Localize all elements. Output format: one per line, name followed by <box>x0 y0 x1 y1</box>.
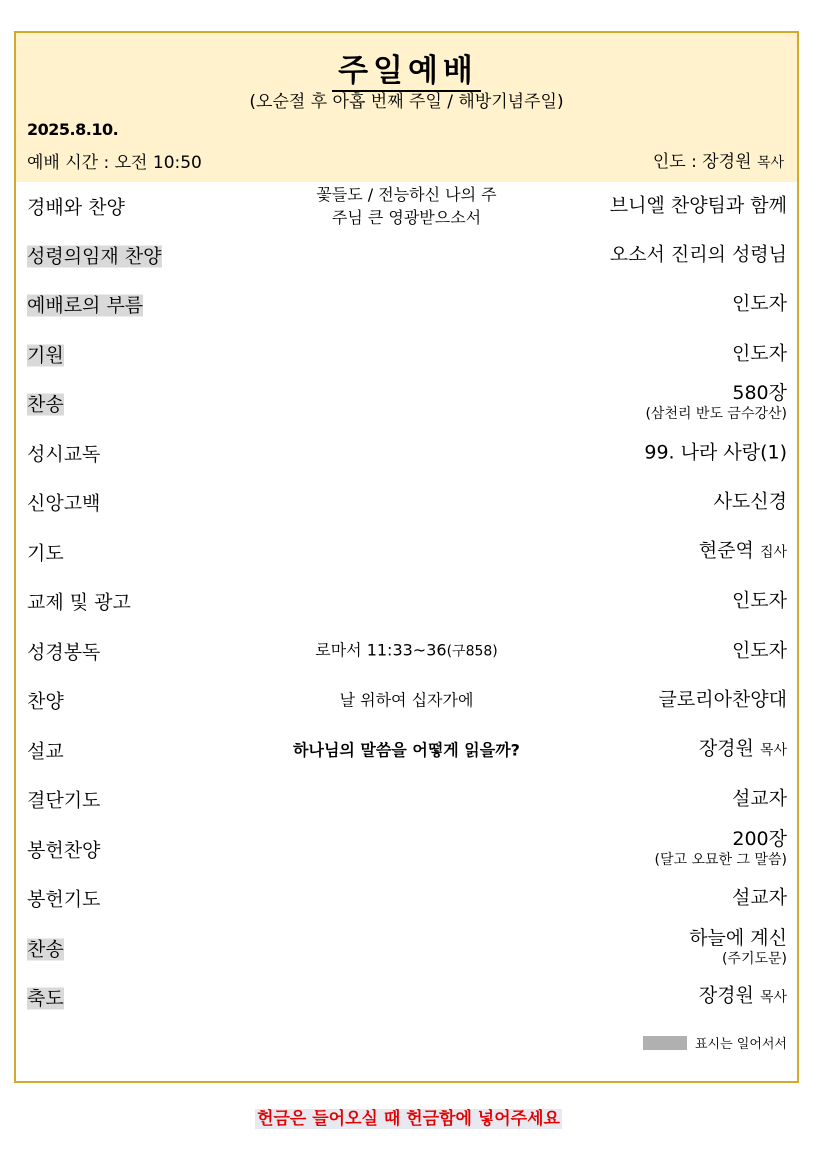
page-subtitle: (오순절 후 아홉 번째 주일 / 해방기념주일) <box>249 92 564 112</box>
order-performer: 인도자 <box>731 292 787 315</box>
order-row <box>16 928 797 968</box>
order-item-standing: 찬송 <box>27 393 64 416</box>
order-performer: 글로리아찬양대 <box>658 688 787 711</box>
legend-swatch <box>643 1036 687 1050</box>
order-row <box>16 284 797 324</box>
order-row <box>16 730 797 770</box>
order-detail: 날 위하여 십자가에 <box>339 690 474 710</box>
order-row <box>16 680 797 720</box>
order-item: 설교 <box>27 740 64 763</box>
order-performer: 사도신경 <box>713 490 787 513</box>
service-date: 2025.8.10. <box>27 120 119 139</box>
order-item: 봉헌기도 <box>27 888 101 911</box>
order-performer: 인도자 <box>731 342 787 365</box>
order-item: 교제 및 광고 <box>27 591 131 614</box>
order-item: 찬양 <box>27 690 64 713</box>
order-item: 신앙고백 <box>27 492 101 515</box>
order-item: 성경봉독 <box>27 641 101 664</box>
order-performer: 580장 (삼천리 반도 금수강산) <box>645 382 787 422</box>
order-row <box>16 878 797 918</box>
page-title: 주일예배 <box>16 45 797 90</box>
order-item-standing: 축도 <box>27 987 64 1010</box>
order-item: 봉헌찬양 <box>27 839 101 862</box>
order-performer: 장경원 목사 <box>698 737 787 760</box>
order-performer: 설교자 <box>731 886 787 909</box>
header-band <box>16 33 797 182</box>
order-performer: 오소서 진리의 성령님 <box>609 243 787 266</box>
service-time: 예배 시간 : 오전 10:50 <box>27 153 202 173</box>
order-item-standing: 예배로의 부름 <box>27 294 144 317</box>
order-row <box>16 829 797 869</box>
order-performer: 인도자 <box>731 639 787 662</box>
order-performer: 브니엘 찬양팀과 함께 <box>609 194 787 217</box>
service-leader <box>653 147 784 172</box>
order-performer: 장경원 목사 <box>698 984 787 1007</box>
order-row <box>16 482 797 522</box>
order-row <box>16 334 797 374</box>
order-performer: 설교자 <box>731 787 787 810</box>
order-detail: 로마서 11:33~36(구858) <box>315 640 498 660</box>
standing-legend <box>643 1033 787 1052</box>
offering-notice: 헌금은 들어오실 때 헌금함에 넣어주세요 <box>257 1109 560 1129</box>
order-row <box>16 977 797 1017</box>
legend-label: 표시는 일어서서 <box>694 1037 787 1052</box>
order-row <box>16 235 797 275</box>
order-item: 결단기도 <box>27 789 101 812</box>
order-row <box>16 779 797 819</box>
sermon-title: 하나님의 말씀을 어떻게 읽을까? <box>293 740 520 760</box>
order-item: 경배와 찬양 <box>27 196 125 219</box>
order-row <box>16 631 797 671</box>
order-performer: 200장 (달고 오묘한 그 말씀) <box>654 828 787 868</box>
order-item: 기도 <box>27 542 64 565</box>
bulletin-frame <box>14 31 799 1083</box>
leader-name: 인도 : 장경원 <box>652 152 752 172</box>
leader-title: 목사 <box>756 155 784 171</box>
order-row <box>16 532 797 572</box>
order-item: 성시교독 <box>27 443 101 466</box>
order-performer: 99. 나라 사랑(1) <box>644 441 787 464</box>
order-item-standing: 찬송 <box>27 938 64 961</box>
order-detail: 꽃들도 / 전능하신 나의 주 주님 큰 영광받으소서 <box>316 185 497 227</box>
order-row <box>16 433 797 473</box>
order-performer: 하늘에 계신 (주기도문) <box>689 927 787 967</box>
order-item-standing: 성령의임재 찬양 <box>27 245 162 268</box>
order-performer: 인도자 <box>731 589 787 612</box>
order-row <box>16 186 797 226</box>
order-item-standing: 기원 <box>27 344 64 367</box>
order-performer: 현준역 집사 <box>698 539 787 562</box>
order-row <box>16 383 797 423</box>
order-row <box>16 581 797 621</box>
